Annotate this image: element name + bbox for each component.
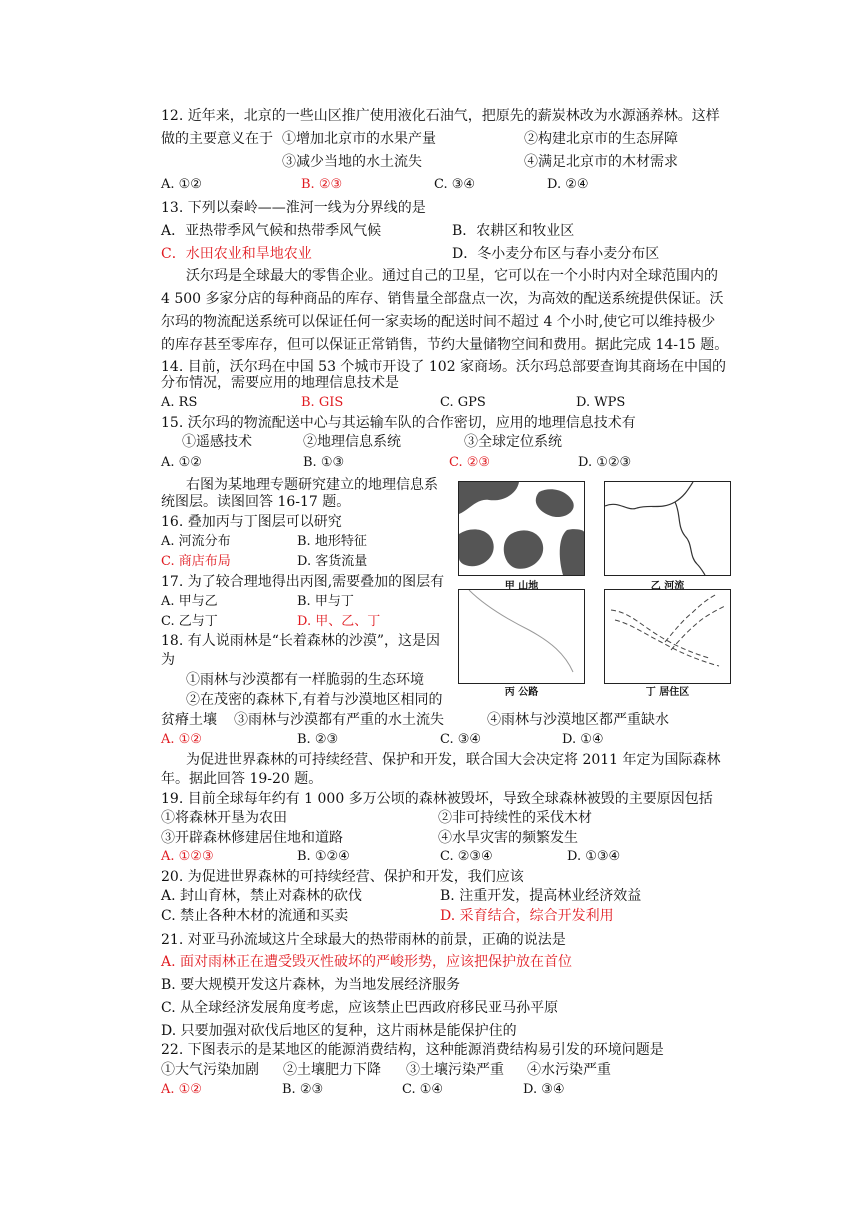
q12-stem-line2: 做的主要意义在于 [161,131,273,147]
river-layer-graphic [605,482,730,575]
map-panel-mountain [458,481,585,576]
forest-passage-line2: 年。据此回答 19-20 题。 [161,771,323,787]
q18-option-2-cont: 贫瘠土壤 [161,712,217,728]
q17-stem: 17. 为了较合理地得出丙图,需要叠加的图层有 [161,574,445,590]
q17-choice-c: C. 乙与丁 [161,614,218,629]
road-layer-graphic [459,590,584,683]
q14-stem-line1: 14. 目前，沃尔玛在中国 53 个城市开设了 102 家商场。沃尔玛总部要查询其商场在中国的 [161,359,727,375]
q22-choice-a-answer: A. ①② [161,1082,202,1097]
residential-layer-graphic [605,590,730,683]
q19-option-3: ③开辟森林修建居住地和道路 [161,830,343,846]
gis-intro-line1: 右图为某地理专题研究建立的地理信息系 [186,477,438,493]
q14-choice-d: D. WPS [576,395,626,410]
q12-choice-d: D. ②④ [547,177,589,192]
q13-stem: 13. 下列以秦岭——淮河一线为分界线的是 [161,200,426,216]
q15-choice-a: A. ①② [161,455,202,470]
q19-choice-a-answer: A. ①②③ [161,849,214,864]
q13-choice-d: D．冬小麦分布区与春小麦分布区 [452,246,660,262]
q20-choice-c: C. 禁止各种木材的流通和买卖 [161,908,349,924]
q12-stem-line1: 12. 近年来，北京的一些山区推广使用液化石油气，把原先的薪炭林改为水源涵养林。这样 [161,108,720,124]
q15-option-2: ②地理信息系统 [303,434,401,450]
q18-choice-b: B. ②③ [297,732,339,747]
q21-choice-a-answer: A. 面对雨林正在遭受毁灭性破坏的严峻形势，应该把保护放在首位 [161,954,573,970]
q12-option-2: ②构建北京市的生态屏障 [524,131,678,147]
q16-choice-d: D. 客货流量 [297,554,368,569]
q21-choice-d: D. 只要加强对砍伐后地区的复种，这片雨林是能保护住的 [161,1023,517,1039]
caption-residential: 丁 居住区 [645,687,690,698]
walmart-passage-line1: 沃尔玛是全球最大的零售企业。通过自己的卫星，它可以在一个小时内对全球范围内的 [186,268,718,284]
mountain-layer-graphic [459,482,584,575]
q15-choice-d: D. ①②③ [578,455,632,470]
q13-choice-a: A．亚热带季风气候和热带季风气候 [161,223,382,239]
q18-option-4: ④雨林与沙漠地区都严重缺水 [487,712,669,728]
q14-choice-a: A. RS [161,395,198,410]
walmart-passage-line2: 4 500 多家分店的每种商品的库存、销售量全部盘点一次，为高效的配送系统提供保证。沃 [161,291,724,307]
q16-choice-b: B. 地形特征 [297,534,367,549]
map-panel-river [604,481,731,576]
q16-choice-a: A. 河流分布 [161,534,231,549]
map-panel-residential [604,589,731,684]
q12-choice-a: A. ①② [161,177,202,192]
q14-stem-line2: 分布情况，需要应用的地理信息技术是 [161,375,399,391]
q15-option-3: ③全球定位系统 [464,434,562,450]
q22-option-3: ③土壤污染严重 [406,1062,504,1078]
q15-option-1: ①遥感技术 [182,434,252,450]
q20-stem: 20. 为促进世界森林的可持续经营、保护和开发，我们应该 [161,869,524,885]
q12-choice-b-answer: B. ②③ [301,177,343,192]
q19-choice-d: D. ①③④ [567,849,621,864]
q20-choice-a: A. 封山育林，禁止对森林的砍伐 [161,888,363,904]
q17-choice-a: A. 甲与乙 [161,594,218,609]
q18-option-3: ③雨林与沙漠都有严重的水土流失 [234,712,444,728]
q15-choice-b: B. ①③ [303,455,345,470]
forest-passage-line1: 为促进世界森林的可持续经营、保护和开发，联合国大会决定将 2011 年定为国际森林 [186,752,721,768]
gis-intro-line2: 统图层。读图回答 16-17 题。 [161,494,351,510]
q18-choice-a-answer: A. ①② [161,732,202,747]
q19-option-1: ①将森林开垦为农田 [161,810,287,826]
q22-stem: 22. 下图表示的是某地区的能源消费结构，这种能源消费结构易引发的环境问题是 [161,1042,664,1058]
q12-option-3: ③减少当地的水土流失 [282,154,422,170]
q19-option-2: ②非可持续性的采伐木材 [438,810,592,826]
caption-river: 乙 河流 [650,581,685,592]
q22-option-4: ④水污染严重 [527,1062,611,1078]
q19-choice-b: B. ①②④ [297,849,350,864]
q16-stem: 16. 叠加丙与丁图层可以研究 [161,514,342,530]
q17-choice-b: B. 甲与丁 [297,594,354,609]
q16-choice-c-answer: C. 商店布局 [161,554,231,569]
q18-stem-line2: 为 [161,652,175,668]
walmart-passage-line3: 尔玛的物流配送系统可以保证任何一家卖场的配送时间不超过 4 个小时,使它可以维持极少 [161,314,716,330]
q22-choice-c: C. ①④ [402,1082,444,1097]
q18-choice-c: C. ③④ [440,732,482,747]
q15-choice-c-answer: C. ②③ [449,455,491,470]
q14-choice-c: C. GPS [440,395,486,410]
q20-choice-d-answer: D. 采育结合，综合开发利用 [440,908,614,924]
q13-choice-b: B．农耕区和牧业区 [452,223,575,239]
q20-choice-b: B. 注重开发，提高林业经济效益 [440,888,642,904]
q18-choice-d: D. ①④ [562,732,604,747]
q19-option-4: ④水旱灾害的频繁发生 [438,830,578,846]
caption-mountain: 甲 山地 [504,581,539,592]
q17-choice-d-answer: D. 甲、乙、丁 [297,614,381,629]
q22-choice-b: B. ②③ [282,1082,324,1097]
walmart-passage-line4: 的库存甚至零库存，但可以保证正常销售，节约大量储物空间和费用。据此完成 14-15 题。 [161,337,729,353]
q22-choice-d: D. ③④ [523,1082,565,1097]
q12-option-1: ①增加北京市的水果产量 [282,131,436,147]
q12-choice-c: C. ③④ [434,177,476,192]
q21-stem: 21. 对亚马孙流域这片全球最大的热带雨林的前景，正确的说法是 [161,932,566,948]
caption-road: 丙 公路 [504,687,539,698]
q21-choice-c: C. 从全球经济发展角度考虑，应该禁止巴西政府移民亚马孙平原 [161,1000,559,1016]
q13-choice-c-answer: C．水田农业和旱地农业 [161,246,312,262]
q15-stem: 15. 沃尔玛的物流配送中心与其运输车队的合作密切，应用的地理信息技术有 [161,415,636,431]
q18-stem-line1: 18. 有人说雨林是“长着森林的沙漠”，这是因 [161,633,441,649]
q12-option-4: ④满足北京市的木材需求 [524,154,678,170]
map-panel-road [458,589,585,684]
q19-choice-c: C. ②③④ [440,849,493,864]
q19-stem: 19. 目前全球每年约有 1 000 多万公顷的森林被毁坏，导致全球森林被毁的主要原因包括 [161,791,713,807]
q18-option-1: ①雨林与沙漠都有一样脆弱的生态环境 [186,672,424,688]
q21-choice-b: B. 要大规模开发这片森林，为当地发展经济服务 [161,977,461,993]
q22-option-2: ②土壤肥力下降 [283,1062,381,1078]
q22-option-1: ①大气污染加剧 [161,1062,259,1078]
q18-option-2: ②在茂密的森林下,有着与沙漠地区相同的 [186,692,443,708]
q14-choice-b-answer: B. GIS [301,395,344,410]
